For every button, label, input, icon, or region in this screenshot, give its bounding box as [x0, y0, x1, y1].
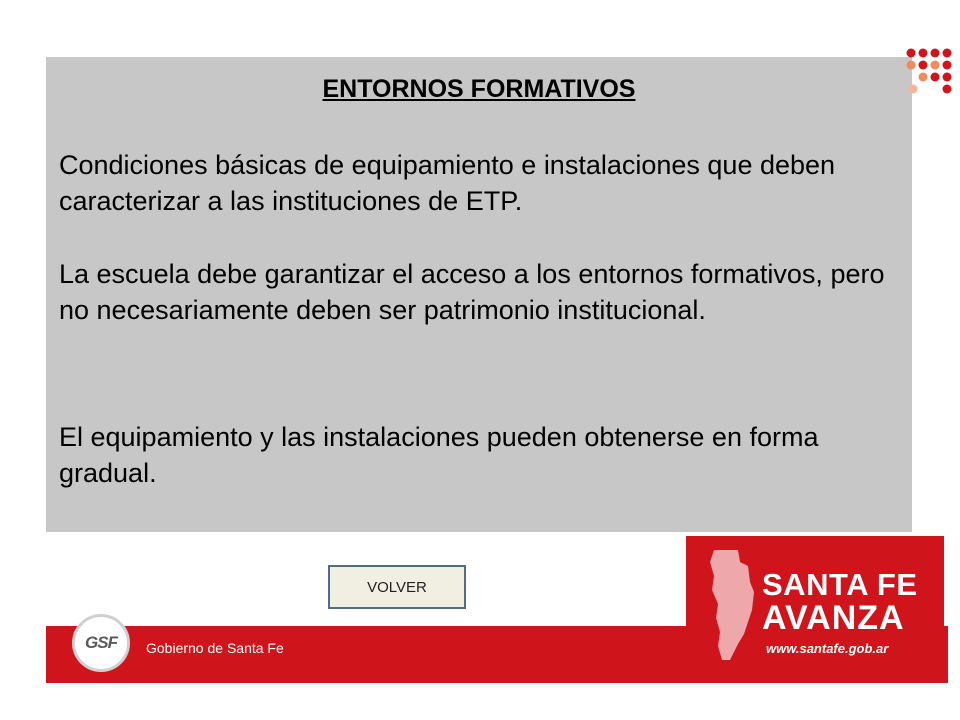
paragraph-access: La escuela debe garantizar el acceso a los entornos formativos, pero no necesariamente deben ser patrimonio institucional.	[59, 259, 885, 325]
paragraph-conditions: Condiciones básicas de equipamiento e instalaciones que deben caracterizar a las instituciones de ETP.	[59, 150, 836, 216]
volver-button[interactable]: VOLVER	[328, 565, 466, 609]
paragraph-gradual: El equipamiento y las instalaciones pueden obtenerse en forma gradual.	[59, 422, 819, 488]
decorative-dots-icon	[896, 46, 956, 96]
slide-title: ENTORNOS FORMATIVOS	[322, 75, 636, 103]
brand-title-line1: SANTA FE	[762, 567, 918, 602]
brand-title-line2: AVANZA	[762, 599, 905, 637]
gsf-logo	[72, 614, 130, 672]
santa-fe-map-icon	[708, 548, 758, 663]
gsf-logo-text: GSF	[85, 633, 117, 652]
government-name: Gobierno de Santa Fe	[146, 640, 284, 656]
brand-url-link[interactable]: www.santafe.gob.ar	[766, 641, 889, 656]
content-panel	[46, 57, 912, 532]
